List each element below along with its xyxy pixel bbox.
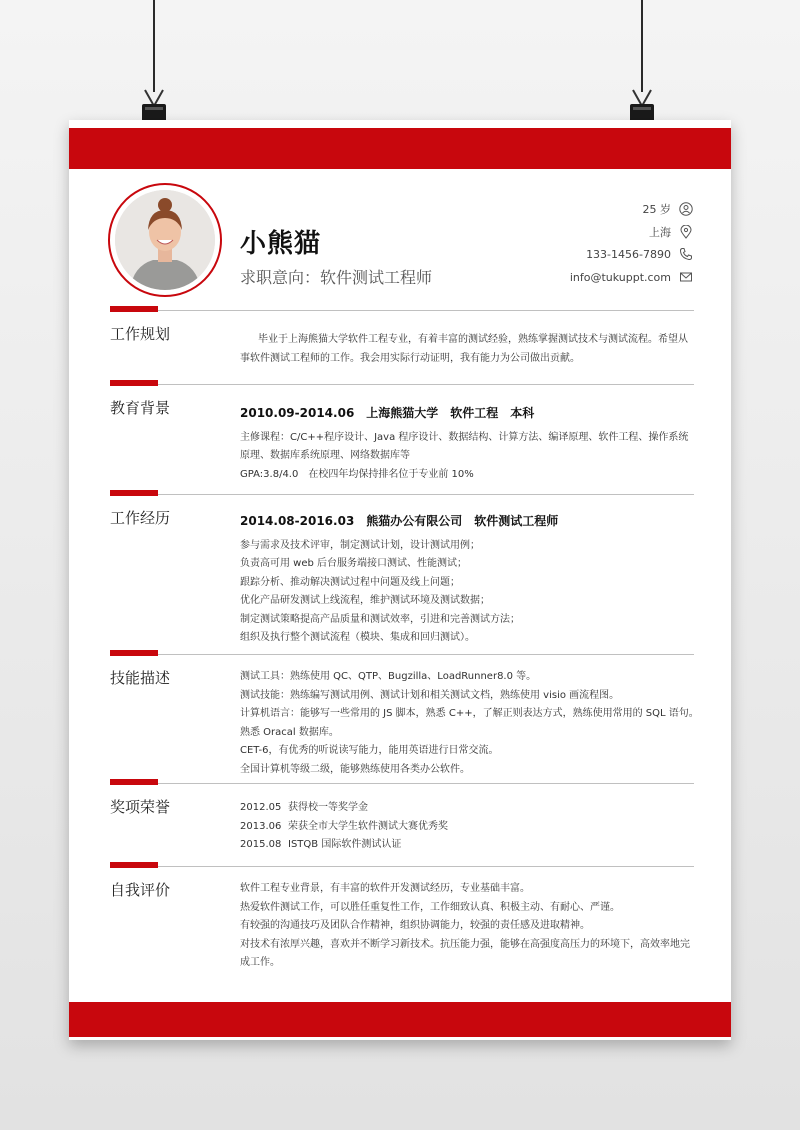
top-red-band xyxy=(69,128,731,169)
experience-line: 跟踪分析、推动解决测试过程中问题及线上问题； xyxy=(240,576,460,588)
section-divider xyxy=(158,384,694,385)
hanging-string-right xyxy=(641,0,643,92)
award-year: 2013.06 xyxy=(240,820,282,832)
section-accent-bar xyxy=(110,779,158,785)
experience-line: 制定测试策略提高产品质量和测试效率，引进和完善测试方法； xyxy=(240,613,520,625)
job-intent: 求职意向：软件测试工程师 xyxy=(240,268,433,287)
award-item xyxy=(240,836,690,855)
skills-line: 测试技能：熟练编写测试用例、测试计划和相关测试文档，熟练使用 visio 画流程图。 xyxy=(240,689,620,701)
location-icon xyxy=(679,225,693,239)
section-accent-bar xyxy=(110,380,158,386)
award-text: ISTQB 国际软件测试认证 xyxy=(288,839,402,850)
phone-text: 133-1456-7890 xyxy=(586,247,671,261)
section-skills-title: 技能描述 xyxy=(110,669,171,687)
skills-line: 计算机语言：能够写一些常用的 JS 脚本，熟悉 C++，了解正则表达方式，熟练使用常用的 SQL 语句。 xyxy=(240,708,699,719)
skills-line: 熟悉 Oracal 数据库。 xyxy=(240,726,339,738)
award-item xyxy=(240,799,690,818)
section-experience-body xyxy=(240,512,690,648)
portrait-icon xyxy=(115,190,215,290)
candidate-name: 小熊猫 xyxy=(240,229,322,259)
section-self-body xyxy=(240,880,690,973)
email-text: info@tukuppt.com xyxy=(569,270,671,284)
avatar xyxy=(115,190,215,290)
award-year: 2015.08 xyxy=(240,839,282,850)
section-plan-body xyxy=(240,331,690,368)
experience-line: 组织及执行整个测试流程（模块、集成和回归测试）。 xyxy=(240,632,475,643)
education-headline: 2010.09-2014.06 上海熊猫大学 软件工程 本科 xyxy=(240,406,535,420)
resume-paper xyxy=(69,120,731,1040)
self-line: 热爱软件测试工作，可以胜任重复性工作，工作细致认真、积极主动、有耐心、严谨。 xyxy=(240,901,620,913)
location-text: 上海 xyxy=(649,226,671,239)
section-accent-bar xyxy=(110,490,158,496)
section-divider xyxy=(158,310,694,311)
award-item xyxy=(240,818,690,837)
experience-line: 负责高可用 web 后台服务端接口测试、性能测试； xyxy=(240,558,468,569)
education-line: GPA:3.8/4.0 在校四年均保持排名位于专业前 10% xyxy=(240,468,474,480)
experience-line: 优化产品研发测试上线流程，维护测试环境及测试数据； xyxy=(240,595,490,606)
info-age xyxy=(643,201,694,217)
self-line: 对技术有浓厚兴趣，喜欢并不断学习新技术。抗压能力强，能够在高强度高压力的环境下，高效率地完 xyxy=(240,938,690,950)
section-accent-bar xyxy=(110,650,158,656)
experience-headline: 2014.08-2016.03 熊猫办公有限公司 软件测试工程师 xyxy=(240,514,559,528)
award-year: 2012.05 xyxy=(240,802,282,813)
skills-line: 全国计算机等级二级，能够熟练使用各类办公软件。 xyxy=(240,763,470,775)
section-education-body xyxy=(240,404,690,484)
section-awards-body xyxy=(240,799,690,855)
plan-text: 毕业于上海熊猫大学软件工程专业，有着丰富的测试经验，熟练掌握测试技术与测试流程。希望从事软件测试工程师的工作。我会用实际行动证明，我有能力为公司做出贡献。 xyxy=(240,334,688,364)
phone-icon xyxy=(679,247,693,261)
section-divider xyxy=(158,866,694,867)
avatar-ring xyxy=(108,183,222,297)
education-line: 原理、数据库系统原理、网络数据库等 xyxy=(240,450,410,461)
section-plan-title: 工作规划 xyxy=(110,325,171,343)
mail-icon xyxy=(679,270,693,284)
section-self-title: 自我评价 xyxy=(110,881,171,899)
experience-line: 参与需求及技术评审，制定测试计划，设计测试用例； xyxy=(240,539,480,551)
age-text: 25 岁 xyxy=(642,203,671,216)
section-divider xyxy=(158,494,694,495)
section-accent-bar xyxy=(110,862,158,868)
award-text: 获得校一等奖学金 xyxy=(288,802,368,813)
section-experience-title: 工作经历 xyxy=(110,509,171,527)
section-awards-title: 奖项荣誉 xyxy=(110,798,171,816)
section-education-title: 教育背景 xyxy=(110,399,171,417)
info-phone xyxy=(586,247,693,261)
user-icon xyxy=(679,202,693,216)
self-line: 有较强的沟通技巧及团队合作精神，组织协调能力，较强的责任感及进取精神。 xyxy=(240,920,590,931)
bottom-red-band xyxy=(69,1002,731,1037)
info-email xyxy=(570,270,693,284)
self-line: 软件工程专业背景，有丰富的软件开发测试经历，专业基础丰富。 xyxy=(240,883,530,894)
award-text: 荣获全市大学生软件测试大赛优秀奖 xyxy=(288,820,448,832)
section-divider xyxy=(158,783,694,784)
info-location xyxy=(649,224,693,240)
skills-line: CET-6，有优秀的听说读写能力，能用英语进行日常交流。 xyxy=(240,745,499,756)
section-accent-bar xyxy=(110,306,158,312)
hanging-string-left xyxy=(153,0,155,92)
education-line: 主修课程：C/C++程序设计、Java 程序设计、数据结构、计算方法、编译原理、软件工程、操作系统 xyxy=(240,431,689,443)
section-skills-body xyxy=(240,668,699,779)
skills-line: 测试工具：熟练使用 QC、QTP、Bugzilla、LoadRunner8.0 等。 xyxy=(240,671,537,682)
section-divider xyxy=(158,654,694,655)
self-line: 成工作。 xyxy=(240,957,280,968)
